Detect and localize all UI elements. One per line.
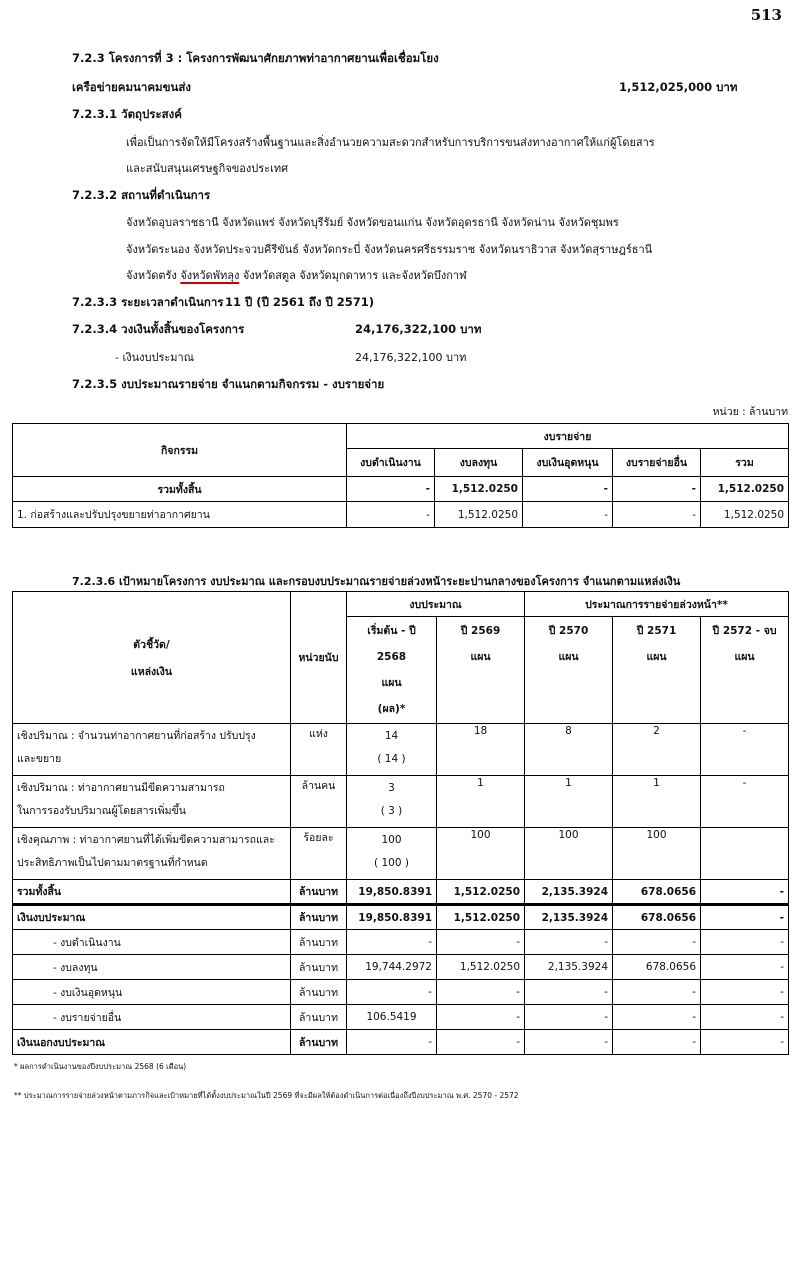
location-rest: จังหวัดสตูล จังหวัดมุกดาหาร และจังหวัดบึงกาฬ [242, 269, 467, 282]
cell-plan: 100 [381, 834, 402, 846]
cell: - [523, 477, 613, 502]
location-line-2: จังหวัดระนอง จังหวัดประจวบคีรีขันธ์ จังหวัดกระบี่ จังหวัดนครศรีธรรมราช จังหวัดนราธิวาส จังหวัดสุราษฎร์ธานี [126, 243, 653, 256]
cell: 1,512.0250 [437, 880, 525, 905]
header-y2569 [437, 617, 525, 724]
cell [701, 828, 789, 880]
unit-label: หน่วย : ล้านบาท [712, 406, 788, 418]
table-row [13, 880, 789, 905]
cell: 678.0656 [613, 880, 701, 905]
unit-cell: ล้านบาท [291, 955, 347, 980]
table-row [13, 905, 789, 930]
row-label-line: เชิงปริมาณ : จำนวนท่าอากาศยานที่ก่อสร้าง ปรับปรุง [17, 730, 256, 742]
cell-result: ( 14 ) [377, 753, 406, 765]
cell: 678.0656 [613, 905, 701, 930]
cell: - [347, 930, 437, 955]
header-y2570-year: ปี 2570 [548, 625, 589, 637]
cell: - [701, 955, 789, 980]
row-label: 1. ก่อสร้างและปรับปรุงขยายท่าอากาศยาน [13, 502, 347, 528]
cell: 2,135.3924 [525, 905, 613, 930]
footnote-1: * ผลการดำเนินงานของปีงบประมาณ 2568 (6 เดือน) [14, 1062, 187, 1071]
cell: 100 [437, 828, 525, 880]
header-y2568-result: (ผล)* [377, 703, 406, 715]
expense-heading: 7.2.3.5 งบประมาณรายจ่าย จำแนกตามกิจกรรม - งบรายจ่าย [72, 377, 385, 391]
cell: - [347, 980, 437, 1005]
budget-sub-value: 24,176,322,100 บาท [355, 351, 467, 364]
budget-label: เงินงบประมาณ [13, 905, 291, 930]
nonbudget-label: เงินนอกงบประมาณ [13, 1030, 291, 1055]
table-row [13, 477, 789, 502]
header-operating: งบดำเนินงาน [347, 449, 435, 477]
header-y2572-year: ปี 2572 - จบ [712, 625, 777, 637]
cell: - [701, 724, 789, 776]
total-label: รวมทั้งสิ้น [13, 880, 291, 905]
budget-heading: 7.2.3.4 วงเงินทั้งสิ้นของโครงการ [72, 322, 245, 336]
location-phatthalung-underlined: จังหวัดพัทลุง [180, 269, 240, 282]
row-label: - งบรายจ่ายอื่น [13, 1005, 291, 1030]
cell: - [613, 1030, 701, 1055]
location-line-1: จังหวัดอุบลราชธานี จังหวัดแพร่ จังหวัดบุรีรัมย์ จังหวัดขอนแก่น จังหวัดอุดรธานี จังหวัดน่าน จังหวัดชุมพร [126, 216, 619, 229]
unit-cell: ล้านบาท [291, 980, 347, 1005]
cell: 678.0656 [613, 955, 701, 980]
cell: 2,135.3924 [525, 880, 613, 905]
row-label-line: เชิงปริมาณ : ท่าอากาศยานมีขีดความสามารถ [17, 782, 225, 794]
cell: - [437, 930, 525, 955]
table-row [13, 955, 789, 980]
table-row [13, 1005, 789, 1030]
cell: - [437, 1005, 525, 1030]
cell: 106.5419 [347, 1005, 437, 1030]
header-y2570 [525, 617, 613, 724]
section-amount: 1,512,025,000 บาท [619, 80, 738, 94]
header-y2570-plan: แผน [558, 651, 579, 663]
header-total: รวม [701, 449, 789, 477]
objective-line-2: และสนับสนุนเศรษฐกิจของประเทศ [126, 162, 289, 175]
unit-cell: ล้านบาท [291, 1030, 347, 1055]
row-label-line: และขยาย [17, 753, 62, 765]
period-value: 11 ปี (ปี 2561 ถึง ปี 2571) [225, 295, 375, 309]
unit-cell: ล้านคน [291, 776, 347, 828]
cell: 1,512.0250 [435, 477, 523, 502]
cell: - [701, 1030, 789, 1055]
cell: 19,744.2972 [347, 955, 437, 980]
target-budget-table [12, 591, 789, 1055]
cell-plan: 3 [388, 782, 395, 794]
row-label: - งบดำเนินงาน [13, 930, 291, 955]
cell: - [437, 1030, 525, 1055]
cell: 2 [613, 724, 701, 776]
cell: - [701, 980, 789, 1005]
cell: - [613, 930, 701, 955]
unit-cell: ล้านบาท [291, 880, 347, 905]
cell: - [701, 930, 789, 955]
cell: - [525, 1030, 613, 1055]
row-label [13, 776, 291, 828]
unit-cell: ล้านบาท [291, 1005, 347, 1030]
header-y2571-plan: แผน [646, 651, 667, 663]
row-label-line: ประสิทธิภาพเป็นไปตามมาตรฐานที่กำหนด [17, 857, 208, 869]
header-y2572-plan: แผน [734, 651, 755, 663]
header-indicator-2: แหล่งเงิน [130, 665, 173, 678]
cell: 100 [613, 828, 701, 880]
header-y2568-plan: แผน [381, 677, 402, 689]
header-y2569-plan: แผน [470, 651, 491, 663]
header-y2568-year: เริ่มต้น - ปี 2568 [367, 625, 416, 663]
cell: 1 [437, 776, 525, 828]
cell: 100 [525, 828, 613, 880]
cell: - [701, 1005, 789, 1030]
budget-value: 24,176,322,100 บาท [355, 322, 482, 336]
cell: - [347, 477, 435, 502]
row-label-line: เชิงคุณภาพ : ท่าอากาศยานที่ได้เพิ่มขีดความสามารถและ [17, 834, 275, 846]
header-expense: งบรายจ่าย [347, 424, 789, 449]
cell: 1 [525, 776, 613, 828]
section-title-line2: เครือข่ายคมนาคมขนส่ง [72, 80, 191, 94]
footnote-2: ** ประมาณการรายจ่ายล่วงหน้าตามภารกิจและเป้าหมายที่ได้ตั้งงบประมาณในปี 2569 ที่จะมีผลให้ต้องดำเนินการต่อเนื่องถึงปีงบประมาณ พ.ศ. 2570 - 2572 [14, 1091, 519, 1100]
table-row [13, 828, 789, 880]
target-heading: 7.2.3.6 เป้าหมายโครงการ งบประมาณ และกรอบงบประมาณรายจ่ายล่วงหน้าระยะปานกลางของโครงการ จำแนกตามแหล่งเงิน [72, 575, 681, 588]
cell: 19,850.8391 [347, 880, 437, 905]
unit-cell: ล้านบาท [291, 905, 347, 930]
cell: - [701, 905, 789, 930]
row-label: - งบเงินอุดหนุน [13, 980, 291, 1005]
section-title: 7.2.3 โครงการที่ 3 : โครงการพัฒนาศักยภาพท่าอากาศยานเพื่อเชื่อมโยง [72, 51, 439, 65]
cell: - [347, 502, 435, 528]
cell: 18 [437, 724, 525, 776]
cell: - [437, 980, 525, 1005]
header-investment: งบลงทุน [435, 449, 523, 477]
period-heading: 7.2.3.3 ระยะเวลาดำเนินการ [72, 295, 224, 309]
location-heading: 7.2.3.2 สถานที่ดำเนินการ [72, 188, 211, 202]
cell: 2,135.3924 [525, 955, 613, 980]
cell-plan: 14 [384, 730, 399, 742]
cell-result: ( 100 ) [374, 857, 409, 869]
cell: - [525, 980, 613, 1005]
unit-cell: ล้านบาท [291, 930, 347, 955]
header-activity: กิจกรรม [13, 424, 347, 477]
row-label [13, 828, 291, 880]
location-trang: จังหวัดตรัง [126, 269, 177, 282]
page-number: 513 [750, 6, 782, 24]
unit-cell: แห่ง [291, 724, 347, 776]
header-y2569-year: ปี 2569 [460, 625, 501, 637]
header-indicator [13, 592, 291, 724]
row-label: - งบลงทุน [13, 955, 291, 980]
cell: 1,512.0250 [435, 502, 523, 528]
total-label: รวมทั้งสิ้น [13, 477, 347, 502]
cell: - [613, 502, 701, 528]
cell: - [613, 980, 701, 1005]
cell [347, 828, 437, 880]
cell: 1,512.0250 [437, 955, 525, 980]
row-label [13, 724, 291, 776]
cell [347, 724, 437, 776]
location-line-3 [126, 266, 467, 284]
header-subsidy: งบเงินอุดหนุน [523, 449, 613, 477]
cell: - [525, 930, 613, 955]
cell: - [525, 1005, 613, 1030]
cell-result: ( 3 ) [380, 805, 403, 817]
activity-expense-table [12, 423, 789, 528]
cell: - [523, 502, 613, 528]
header-forward: ประมาณการรายจ่ายล่วงหน้า** [525, 592, 789, 617]
table-row [13, 502, 789, 528]
cell: 1,512.0250 [701, 502, 789, 528]
cell: 19,850.8391 [347, 905, 437, 930]
budget-sub-label: - เงินงบประมาณ [115, 351, 194, 364]
table-row [13, 930, 789, 955]
cell: - [347, 1030, 437, 1055]
cell: 8 [525, 724, 613, 776]
objective-line-1: เพื่อเป็นการจัดให้มีโครงสร้างพื้นฐานและสิ่งอำนวยความสะดวกสำหรับการบริการขนส่งทางอากาศให้แก่ผู้โดยสาร [126, 136, 655, 149]
header-budget: งบประมาณ [347, 592, 525, 617]
header-y2571 [613, 617, 701, 724]
cell: 1,512.0250 [701, 477, 789, 502]
cell: - [701, 776, 789, 828]
cell: - [613, 477, 701, 502]
header-y2571-year: ปี 2571 [636, 625, 677, 637]
table-row [13, 776, 789, 828]
table-row [13, 1030, 789, 1055]
cell: - [613, 1005, 701, 1030]
cell: 1 [613, 776, 701, 828]
table-row [13, 980, 789, 1005]
row-label-line: ในการรองรับปริมาณผู้โดยสารเพิ่มขึ้น [17, 805, 186, 817]
header-other: งบรายจ่ายอื่น [613, 449, 701, 477]
table-row [13, 724, 789, 776]
cell: 1,512.0250 [437, 905, 525, 930]
objective-heading: 7.2.3.1 วัตถุประสงค์ [72, 107, 182, 121]
cell [347, 776, 437, 828]
unit-cell: ร้อยละ [291, 828, 347, 880]
header-indicator-1: ตัวชี้วัด/ [133, 638, 170, 651]
cell: - [701, 880, 789, 905]
header-unit: หน่วยนับ [291, 592, 347, 724]
header-y2572 [701, 617, 789, 724]
header-y2568 [347, 617, 437, 724]
